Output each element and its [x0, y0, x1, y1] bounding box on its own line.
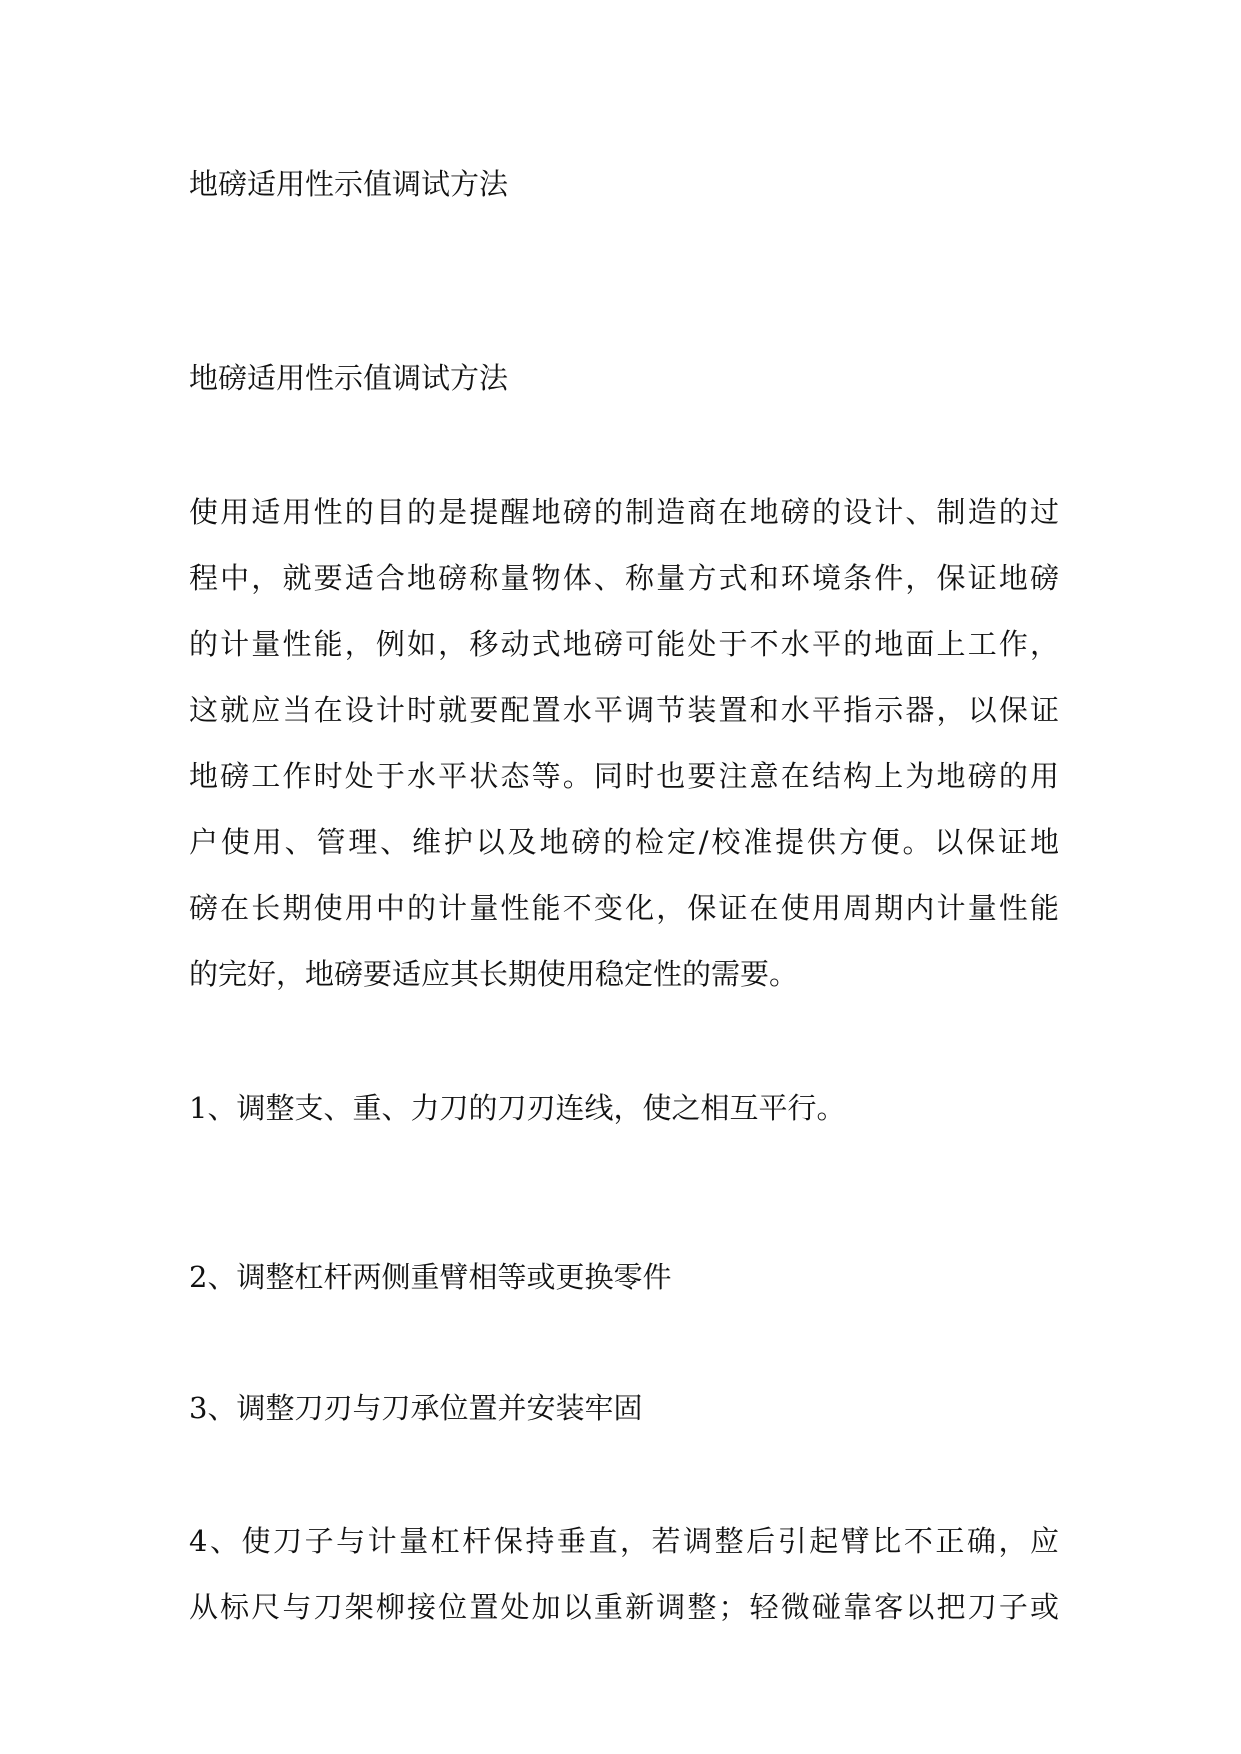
- paragraph-line: 的计量性能，例如，移动式地磅可能处于不水平的地面上工作，: [189, 627, 1059, 661]
- paragraph-line: 户使用、管理、维护以及地磅的检定/校准提供方便。以保证地: [189, 825, 1059, 859]
- document-title: 地磅适用性示值调试方法: [189, 167, 509, 201]
- paragraph-line: 地磅工作时处于水平状态等。同时也要注意在结构上为地磅的用: [189, 759, 1059, 793]
- step-1: 1、调整支、重、力刀的刀刃连线，使之相互平行。: [189, 1091, 846, 1125]
- paragraph-line: 使用适用性的目的是提醒地磅的制造商在地磅的设计、制造的过: [189, 495, 1059, 529]
- paragraph-line: 磅在长期使用中的计量性能不变化，保证在使用周期内计量性能: [189, 891, 1059, 925]
- paragraph-line: 这就应当在设计时就要配置水平调节装置和水平指示器，以保证: [189, 693, 1059, 727]
- step-4-line: 4、使刀子与计量杠杆保持垂直，若调整后引起臂比不正确，应: [189, 1524, 1059, 1558]
- paragraph-line: 程中，就要适合地磅称量物体、称量方式和环境条件，保证地磅: [189, 561, 1059, 595]
- step-3: 3、调整刀刃与刀承位置并安装牢固: [189, 1391, 643, 1425]
- paragraph-line: 的完好，地磅要适应其长期使用稳定性的需要。: [189, 957, 799, 991]
- step-2: 2、调整杠杆两侧重臂相等或更换零件: [189, 1260, 672, 1294]
- step-4-line: 从标尺与刀架柳接位置处加以重新调整；轻微碰靠客以把刀子或: [189, 1590, 1059, 1624]
- section-heading: 地磅适用性示值调试方法: [189, 361, 509, 395]
